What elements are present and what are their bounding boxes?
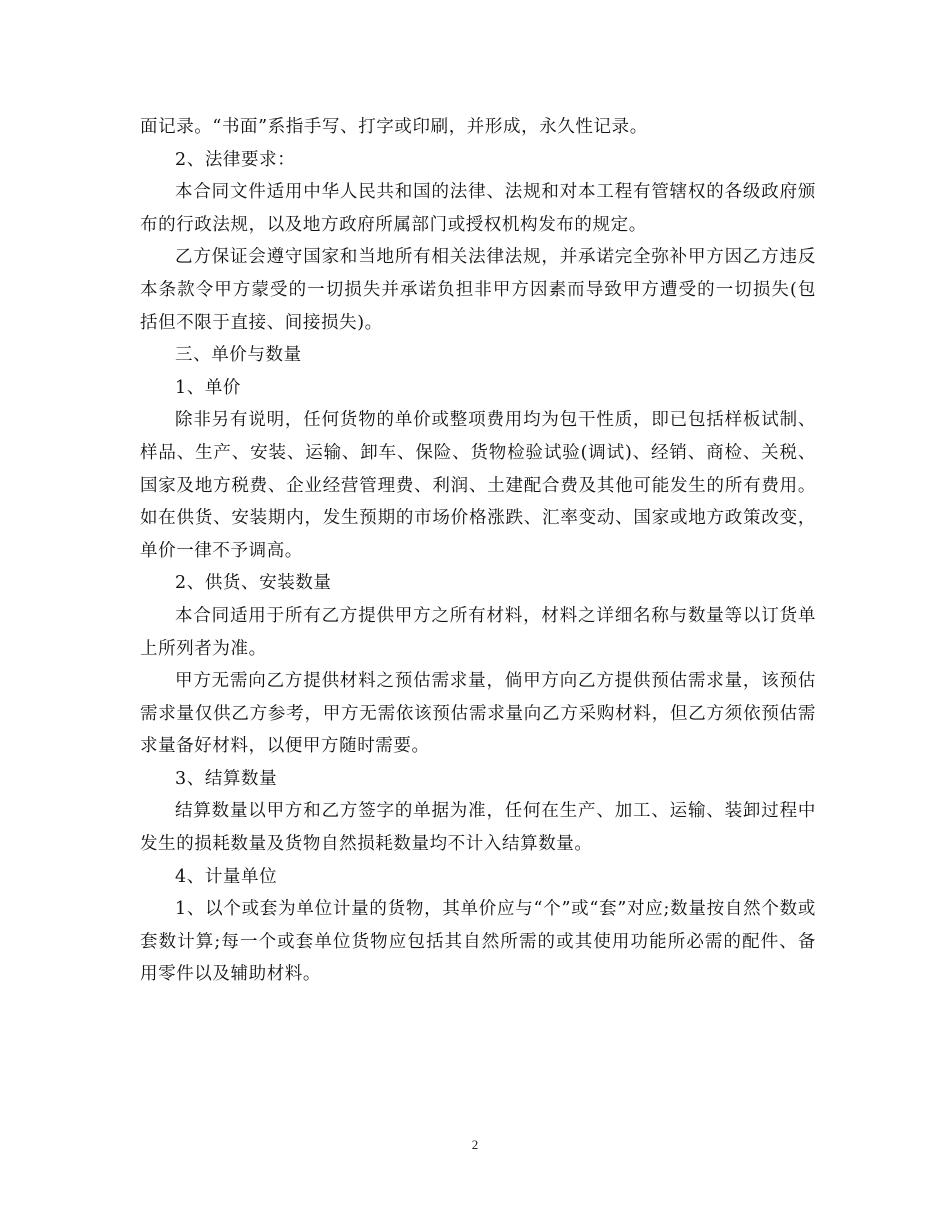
document-body <box>140 111 816 991</box>
paragraph: 本合同适用于所有乙方提供甲方之所有材料，材料之详细名称与数量等以订货单上所列者为准。 <box>140 605 816 659</box>
paragraph: 2、供货、安装数量 <box>175 573 332 594</box>
paragraph: 除非另有说明，任何货物的单价或整项费用均为包干性质，即已包括样板试制、样品、生产、安装、运输、卸车、保险、货物检验试验(调试)、经销、商检、关税、国家及地方税费、企业经营管理费、利润、土建配合费及其他可能发生的所有费用。如在供货、安装期内，发生预期的市场价格涨跌、汇率变动、国家或地方政策改变，单价一律不予调高。 <box>140 410 816 561</box>
page-number: 2 <box>471 1137 479 1152</box>
paragraph: 三、单价与数量 <box>175 345 302 366</box>
paragraph: 2、法律要求： <box>175 149 296 170</box>
paragraph: 本合同文件适用中华人民共和国的法律、法规和对本工程有管辖权的各级政府颁布的行政法规，以及地方政府所属部门或授权机构发布的规定。 <box>140 182 816 235</box>
paragraph: 甲方无需向乙方提供材料之预估需求量，倘甲方向乙方提供预估需求量，该预估需求量仅供乙方参考，甲方无需依该预估需求量向乙方采购材料，但乙方须依预估需求量备好材料，以便甲方随时需要。 <box>140 671 816 757</box>
paragraph: 乙方保证会遵守国家和当地所有相关法律法规，并承诺完全弥补甲方因乙方违反本条款令甲方蒙受的一切损失并承诺负担非甲方因素而导致甲方遭受的一切损失(包括但不限于直接、间接损失)。 <box>140 247 816 333</box>
paragraph: 1、以个或套为单位计量的货物，其单价应与“个”或“套”对应;数量按自然个数或套数计算;每一个或套单位货物应包括其自然所需的或其使用功能所必需的配件、备用零件以及辅助材料。 <box>140 899 816 985</box>
paragraph: 4、计量单位 <box>175 866 278 887</box>
paragraph: 1、单价 <box>175 377 242 398</box>
paragraph: 结算数量以甲方和乙方签字的单据为准，任何在生产、加工、运输、装卸过程中发生的损耗数量及货物自然损耗数量均不计入结算数量。 <box>140 801 816 855</box>
paragraph: 面记录。“书面”系指手写、打字或印刷，并形成，永久性记录。 <box>140 117 648 137</box>
paragraph: 3、结算数量 <box>175 768 278 789</box>
